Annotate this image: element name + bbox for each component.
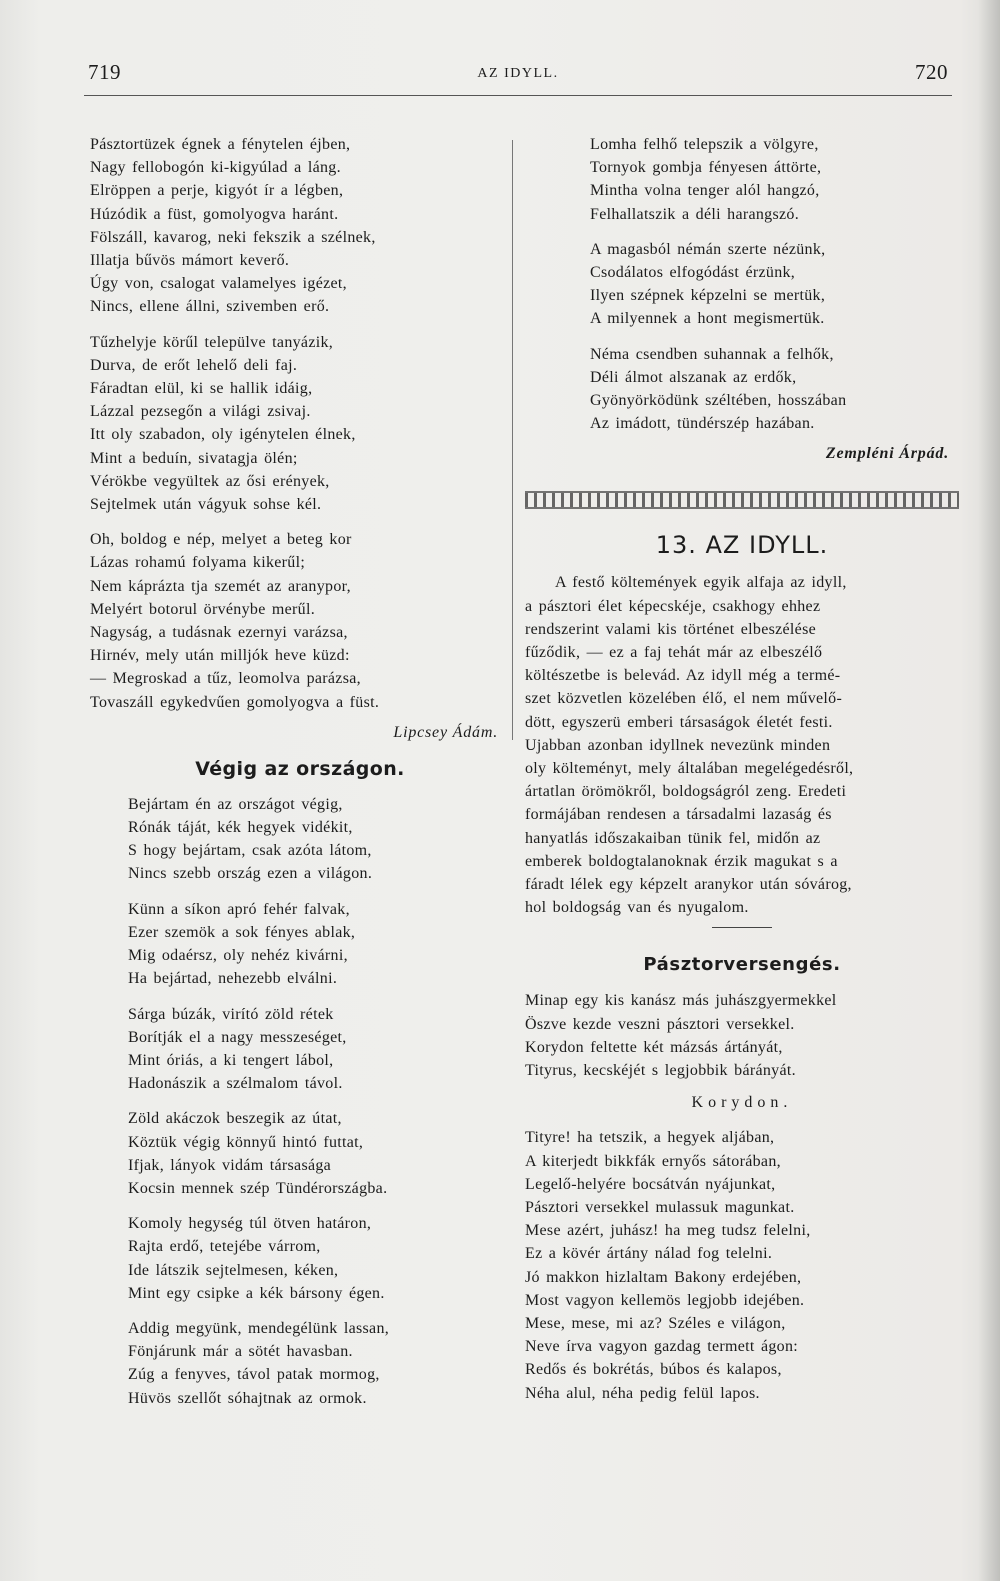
verse-line: Néha alul, néha pedig felül lapos. — [525, 1384, 760, 1402]
verse-line: Kocsin mennek szép Tündérországba. — [128, 1179, 388, 1197]
verse-line: Öszve kezde veszni pásztori versekkel. — [525, 1015, 795, 1033]
stanza — [525, 133, 959, 226]
verse-line: Künn a síkon apró fehér falvak, — [128, 900, 350, 918]
paragraph-line: fáradt lélek egy képzelt aranykor után sóvárog, — [525, 876, 852, 894]
verse-line: Neve írva vagyon gazdag termett ágon: — [525, 1338, 798, 1356]
verse-line: Déli álmot alszanak az erdők, — [590, 368, 797, 386]
verse-line: Sárga búzák, virító zöld rétek — [128, 1005, 334, 1023]
poem-pasztortuzek — [90, 133, 510, 744]
verse-line: Nagy fellobogón ki-kigyúlad a láng. — [90, 159, 341, 177]
verse-line: Lázzal pezsegőn a világi zsivaj. — [90, 403, 311, 421]
speaker-name: Korydon. — [691, 1094, 793, 1112]
verse-line: Zöld akáczok beszegik az útat, — [128, 1110, 342, 1128]
verse-line: Fáradtan elül, ki se hallik idáig, — [90, 380, 313, 398]
verse-line: — Megroskad a tűz, leomolva parázsa, — [90, 670, 361, 688]
verse-line: A magasból némán szerte nézünk, — [590, 240, 826, 258]
header-rule — [84, 95, 952, 96]
column-divider — [512, 140, 513, 740]
verse-line: Mint a beduín, sivatagja ölén; — [90, 449, 298, 467]
stanza — [90, 1003, 510, 1096]
verse-line: Köztük végig könnyű hintó futtat, — [128, 1133, 364, 1151]
poem-author: Lipcsey Ádám. — [393, 723, 498, 741]
verse-line: Néma csendben suhannak a felhők, — [590, 345, 834, 363]
verse-line: Lomha felhő telepszik a völgyre, — [590, 136, 819, 153]
verse-line: Nincs, ellene állni, szivemben erő. — [90, 298, 330, 316]
poem-title: Végig az országon. — [195, 757, 405, 780]
verse-line: Mig odaérsz, oly nehéz kivárni, — [128, 947, 348, 965]
stanza — [525, 1126, 959, 1404]
stanza — [90, 133, 510, 319]
verse-line: Nem káprázta tja szemét az aranypor, — [90, 577, 351, 595]
verse-line: Pásztori versekkel mulassuk magunkat. — [525, 1198, 795, 1216]
running-head: AZ IDYLL. — [477, 66, 559, 81]
verse-line: Rónák táját, kék hegyek vidékit, — [128, 819, 353, 837]
verse-line: Nincs szebb ország ezen a világon. — [128, 865, 373, 883]
verse-line: Komoly hegység túl ötven határon, — [128, 1215, 372, 1233]
poem-author: Zempléni Árpád. — [825, 445, 949, 463]
verse-line: Korydon feltette két mázsás ártányát, — [525, 1038, 783, 1056]
page-number-left: 719 — [88, 60, 121, 84]
verse-line: Illatja bűvös mámort keverő. — [90, 252, 290, 270]
verse-line: Nagyság, a tudásnak ezernyi varázsa, — [90, 624, 348, 642]
verse-line: Tornyok gombja fényesen áttörte, — [590, 159, 822, 177]
right-column — [525, 133, 959, 1417]
poem-vegig-az-orszagon — [90, 758, 510, 1410]
verse-line: Melyért botorul örvénybe merűl. — [90, 600, 316, 618]
paragraph-line: szet közvetlen közelében élő, el nem művelő- — [525, 690, 843, 708]
left-column — [90, 133, 510, 1422]
decorative-ornament-band — [525, 491, 959, 509]
verse-line: Redős és bokrétás, búbos és kalapos, — [525, 1361, 782, 1379]
verse-line: Tityre! ha tetszik, a hegyek aljában, — [525, 1129, 775, 1147]
stanza — [90, 793, 510, 886]
paragraph-line: rendszerint valami kis történet elbeszélése — [525, 620, 817, 638]
paragraph-line: Ujabban azonban idyllnek nevezünk minden — [525, 736, 831, 754]
poem-title: Pásztorversengés. — [643, 954, 841, 976]
separator-rule — [712, 927, 772, 928]
poem-pasztorversenges — [525, 954, 959, 1404]
verse-line: Durva, de erőt lehelő deli faj. — [90, 356, 298, 374]
verse-line: Addig megyünk, mendegélünk lassan, — [128, 1319, 390, 1337]
verse-line: Hirnév, mely után milljók heve küzd: — [90, 647, 350, 665]
verse-line: Hüvös szellőt sóhajtnak az ormok. — [128, 1389, 367, 1407]
verse-line: Mese azért, juhász! ha meg tudsz felelni, — [525, 1222, 811, 1240]
stanza — [525, 989, 959, 1082]
poem-lomha-felho — [525, 133, 959, 465]
verse-line: Mese, mese, mi az? Széles e világon, — [525, 1314, 786, 1332]
idyll-paragraph — [525, 571, 959, 919]
verse-line: Jó makkon hizlaltam Bakony erdejében, — [525, 1268, 802, 1286]
stanza — [90, 898, 510, 991]
paragraph-line: formájában rendesen a társadalmi lazaság és — [525, 806, 832, 824]
stanza — [90, 1107, 510, 1200]
verse-line: Zúg a fenyves, távol patak mormog, — [128, 1366, 380, 1384]
verse-line: A milyennek a hont megismertük. — [590, 310, 825, 328]
paragraph-line: A festő költemények egyik alfaja az idyll, — [555, 574, 847, 592]
stanza — [525, 343, 959, 436]
verse-line: A kiterjedt bikkfák ernyős sátorában, — [525, 1152, 781, 1170]
verse-line: Gyönyörködünk széltében, hosszában — [590, 392, 847, 410]
verse-line: Ha bejártad, nehezebb elválni. — [128, 970, 338, 988]
verse-line: Ilyen szépnek képzelni se mertük, — [590, 287, 826, 305]
verse-line: Mintha volna tenger alól hangzó, — [590, 182, 820, 200]
verse-line: Minap egy kis kanász más juhászgyermekkel — [525, 992, 837, 1010]
section-heading: 13. AZ IDYLL. — [655, 531, 829, 560]
verse-line: Tovaszáll egykedvűen gomolyogva a füst. — [90, 693, 380, 711]
verse-line: Ifjak, lányok vidám társasága — [128, 1156, 332, 1174]
verse-line: Pásztortüzek égnek a fénytelen éjben, — [90, 136, 351, 153]
paragraph-line: hanyatlás időszakaiban tünik fel, midőn az — [525, 829, 821, 847]
stanza — [525, 238, 959, 331]
verse-line: Úgy von, csalogat valamelyes igézet, — [90, 275, 347, 293]
verse-line: Itt oly szabadon, oly igénytelen élnek, — [90, 426, 356, 444]
verse-line: Mint egy csipke a kék bársony égen. — [128, 1284, 385, 1302]
paragraph-line: oly költeményt, mely általában megelégedésről, — [525, 760, 854, 778]
verse-line: Az imádott, tündérszép hazában. — [590, 415, 815, 433]
paragraph-line: a pásztori élet képecskéje, csakhogy ehhez — [525, 597, 821, 615]
verse-line: Mint óriás, a ki tengert lábol, — [128, 1051, 334, 1069]
verse-line: Sejtelmek után vágyuk sohse kél. — [90, 496, 322, 514]
verse-line: Húzódik a füst, gomolyogva haránt. — [90, 205, 339, 223]
verse-line: Ide látszik sejtelmesen, kéken, — [128, 1261, 339, 1279]
paragraph-line: dött, egyszerü emberi társaságok életét festi. — [525, 713, 833, 731]
page-number-right: 720 — [915, 60, 948, 84]
verse-line: Ez a kövér ártány nálad fog telelni. — [525, 1245, 773, 1263]
verse-line: Felhallatszik a déli harangszó. — [590, 205, 800, 223]
verse-line: Elröppen a perje, kigyót ír a légben, — [90, 182, 344, 200]
verse-line: Rajta erdő, tetejébe várrom, — [128, 1238, 321, 1256]
stanza — [90, 1317, 510, 1410]
paragraph-line: hol boldogság van és nyugalom. — [525, 899, 749, 917]
verse-line: Ezer szemök a sok fényes ablak, — [128, 923, 356, 941]
verse-line: Oh, boldog e nép, melyet a beteg kor — [90, 531, 352, 549]
verse-line: Csodálatos elfogódást érzünk, — [590, 264, 796, 282]
verse-line: Borítják el a nagy messzeséget, — [128, 1028, 347, 1046]
verse-line: Bejártam én az országot végig, — [128, 795, 343, 813]
paragraph-line: fűződik, — ez a faj tehát már az elbeszélő — [525, 644, 823, 662]
paragraph-line: ártatlan örömökről, boldogságról zeng. Eredeti — [525, 783, 847, 801]
verse-line: Legelő-helyére bocsátván nyájunkat, — [525, 1175, 776, 1193]
verse-line: Hadonászik a szélmalom távol. — [128, 1075, 343, 1093]
verse-line: Fönjárunk már a sötét havasban. — [128, 1343, 353, 1361]
verse-line: Tűzhelyje körűl települve tanyázik, — [90, 333, 334, 351]
page-edge-shadow — [978, 0, 1000, 1581]
verse-line: S hogy bejártam, csak azóta látom, — [128, 842, 372, 860]
stanza — [90, 331, 510, 517]
verse-line: Lázas rohamú folyama kikerűl; — [90, 554, 306, 572]
paragraph-line: költészetbe is belevád. Az idyll még a termé- — [525, 667, 841, 685]
stanza — [90, 1212, 510, 1305]
page-header — [88, 60, 948, 96]
verse-line: Vérökbe vegyültek az ősi erények, — [90, 472, 330, 490]
verse-line: Most vagyon kellemös legjobb idejében. — [525, 1291, 805, 1309]
stanza — [90, 528, 510, 714]
verse-line: Tityrus, kecskéjét s legjobbik bárányát. — [525, 1062, 796, 1080]
verse-line: Fölszáll, kavarog, neki fekszik a szélnek, — [90, 228, 376, 246]
paragraph-line: emberek boldogtalanoknak érzik magukat s a — [525, 852, 838, 870]
